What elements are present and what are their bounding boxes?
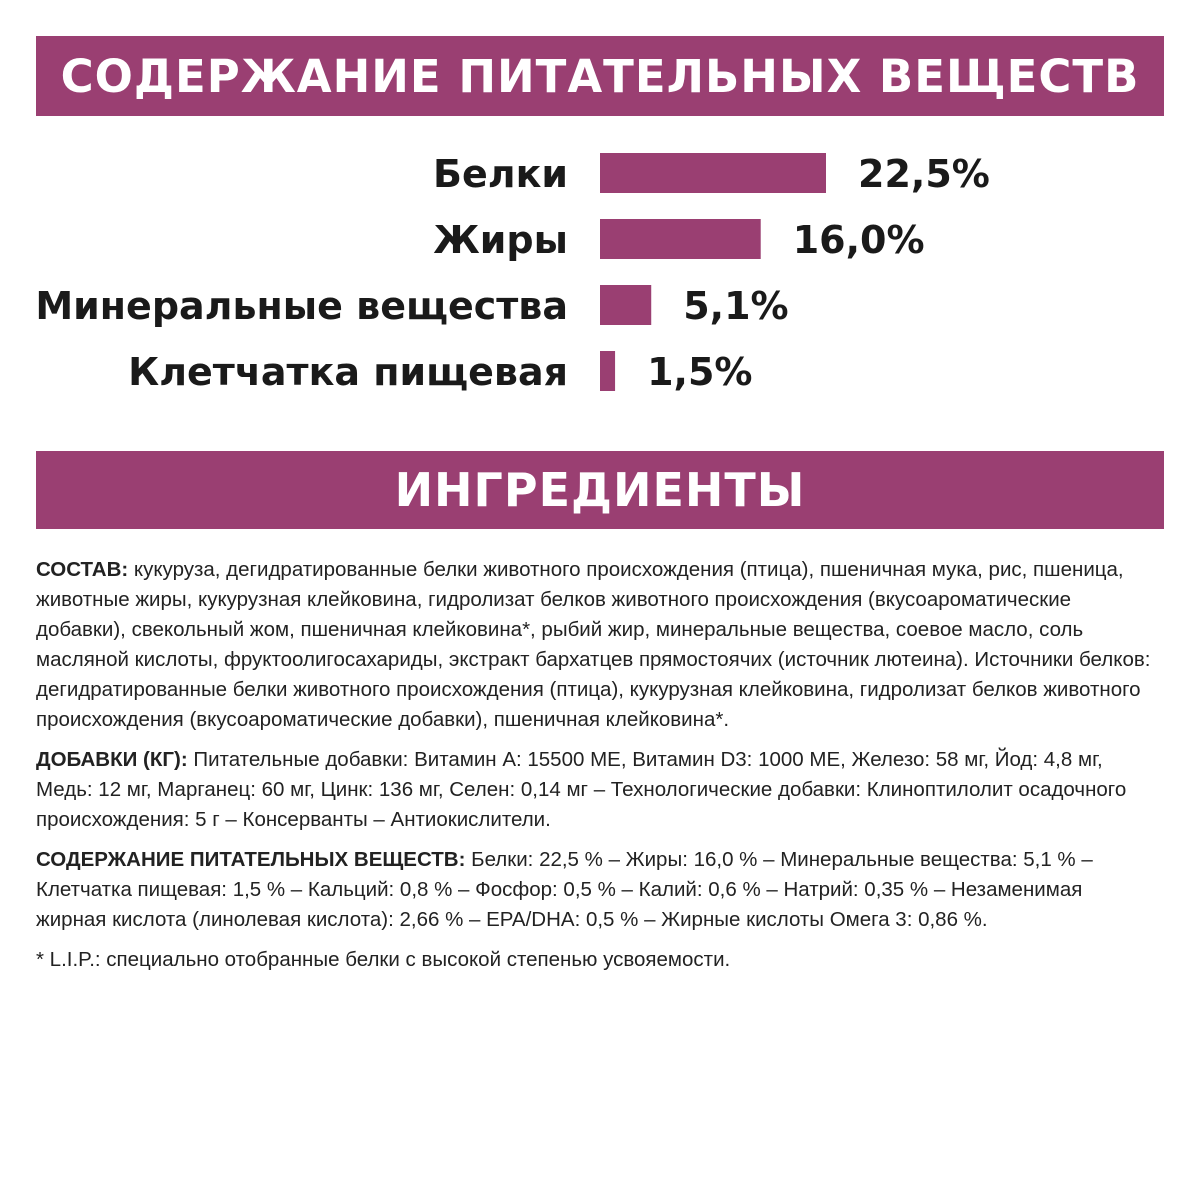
nutrients-label: СОДЕРЖАНИЕ ПИТАТЕЛЬНЫХ ВЕЩЕСТВ: xyxy=(36,848,466,871)
bar xyxy=(600,285,651,325)
nutrients-title: СОДЕРЖАНИЕ ПИТАТЕЛЬНЫХ ВЕЩЕСТВ xyxy=(60,49,1140,103)
nutrients-text: Белки: 22,5 % – Жиры: 16,0 % – Минеральные вещества: 5,1 % – Клетчатка пищевая: 1,5 % – Кальций: 0,8 % – Фосфор: 0,5 % – Калий: 0,6 % – Натрий: 0,35 % – Незаменимая жирная кислота (линолевая кислота): 2,66 % – EPA/DHA: 0,5 % – Жирные кислоты Омега 3: 0,86 %. xyxy=(36,848,1093,931)
ingredients-text-block xyxy=(36,555,1156,985)
composition-text: кукуруза, дегидратированные белки животного происхождения (птица), пшеничная мука, рис, пшеница, животные жиры, кукурузная клейковина, гидролизат белков животного происхождения (вкусоароматические добавки), свекольный жом, пшеничная клейковина*, рыбий жир, минеральные вещества, соевое масло, соль масляной кислоты, фруктоолигосахариды, экстракт бархатцев прямостоячих (источник лютеина). Источники белков: дегидратированные белки животного происхождения (птица), кукурузная клейковина, гидролизат белков животного происхождения (вкусоароматические добавки), пшеничная клейковина*. xyxy=(36,558,1151,731)
additives-paragraph xyxy=(36,745,1156,835)
bar xyxy=(600,219,761,259)
value-label: 1,5% xyxy=(647,350,753,394)
additives-text: Питательные добавки: Витамин А: 15500 МЕ, Витамин D3: 1000 МЕ, Железо: 58 мг, Йод: 4,8 мг, Медь: 12 мг, Марганец: 60 мг, Цинк: 136 мг, Селен: 0,14 мг – Технологические добавки: Клиноптилолит осадочного происхождения: 5 г – Консерванты – Антиокислители. xyxy=(36,748,1127,831)
nutrients-banner xyxy=(36,36,1164,116)
footnote: * L.I.P.: специально отобранные белки с высокой степенью усвояемости. xyxy=(36,948,731,971)
value-label: 22,5% xyxy=(858,152,990,196)
additives-label: ДОБАВКИ (КГ): xyxy=(36,748,188,771)
nutrients-bar-chart xyxy=(0,140,1200,420)
bar xyxy=(600,351,615,391)
ingredients-title: ИНГРЕДИЕНТЫ xyxy=(394,463,806,517)
category-label: Минеральные вещества xyxy=(35,284,568,328)
category-label: Клетчатка пищевая xyxy=(128,350,568,394)
bar xyxy=(600,153,826,193)
ingredients-banner xyxy=(36,451,1164,529)
composition-paragraph xyxy=(36,555,1156,735)
category-label: Жиры xyxy=(433,218,568,262)
value-label: 5,1% xyxy=(683,284,789,328)
nutrients-paragraph xyxy=(36,845,1156,935)
composition-label: СОСТАВ: xyxy=(36,558,129,581)
category-label: Белки xyxy=(433,152,568,196)
value-label: 16,0% xyxy=(792,218,925,262)
